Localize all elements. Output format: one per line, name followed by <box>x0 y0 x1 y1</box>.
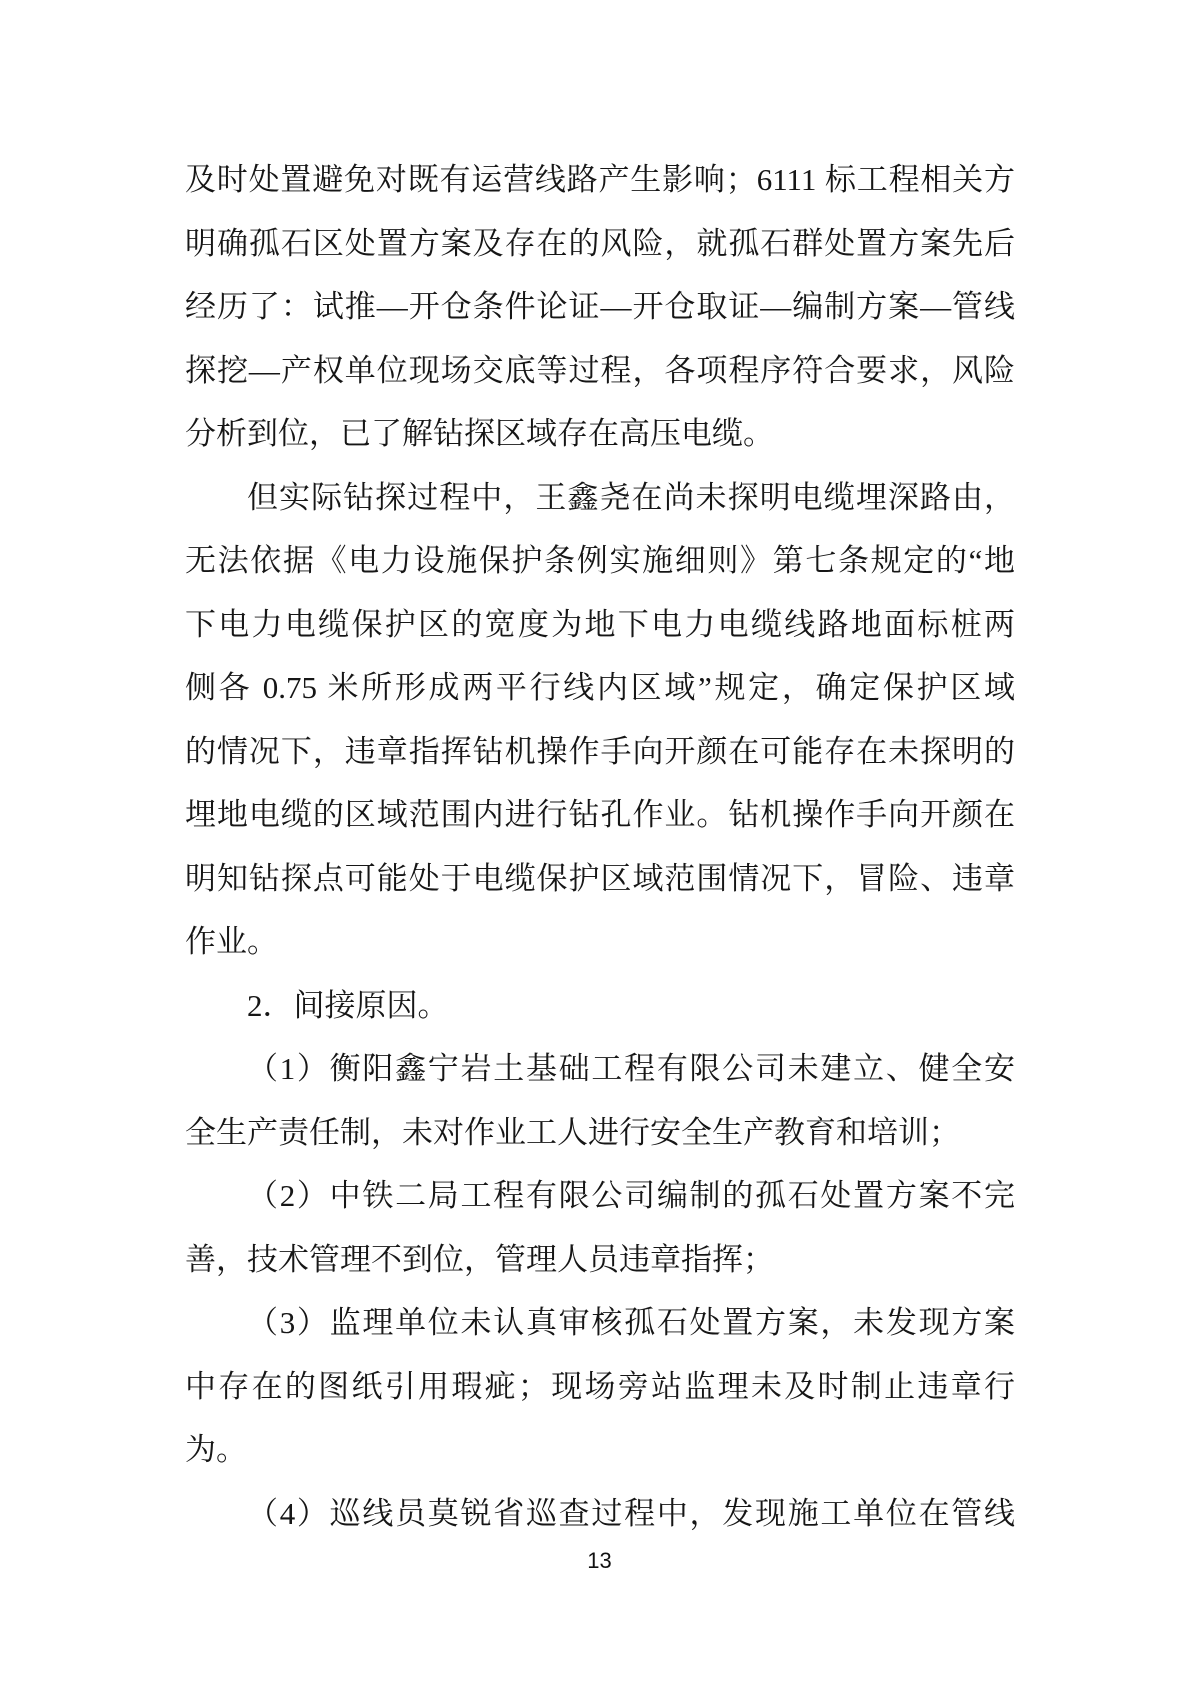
paragraph <box>185 1164 1015 1291</box>
text-line: （1）衡阳鑫宁岩土基础工程有限公司未建立、健全安 <box>247 1051 1015 1086</box>
text-line: （4）巡线员莫锐省巡查过程中，发现施工单位在管线 <box>247 1495 1015 1531</box>
text-line: 明知钻探点可能处于电缆保护区域范围情况下，冒险、违章 <box>185 860 1015 896</box>
text-line: 作业。 <box>185 924 278 959</box>
text-line: 埋地电缆的区域范围内进行钻孔作业。钻机操作手向开颜在 <box>185 797 1015 832</box>
paragraph <box>185 1037 1015 1164</box>
text-line: 探挖—产权单位现场交底等过程，各项程序符合要求，风险 <box>185 352 1015 388</box>
paragraph <box>185 974 1015 1038</box>
page-number: 13 <box>587 1548 612 1573</box>
text-line: 经历了：试推—开仓条件论证—开仓取证—编制方案—管线 <box>185 289 1015 324</box>
paragraph <box>185 466 1015 974</box>
paragraph <box>185 1291 1015 1482</box>
text-line: 下电力电缆保护区的宽度为地下电力电缆线路地面标桩两 <box>185 606 1015 642</box>
text-line: 的情况下，违章指挥钻机操作手向开颜在可能存在未探明的 <box>185 733 1015 769</box>
text-line: 但实际钻探过程中，王鑫尧在尚未探明电缆埋深路由， <box>247 479 1015 515</box>
text-line: 为。 <box>185 1432 247 1467</box>
text-line: 及时处置避免对既有运营线路产生影响；6111 标工程相关方 <box>185 162 1015 197</box>
text-line: 分析到位，已了解钻探区域存在高压电缆。 <box>185 416 774 451</box>
text-line: 全生产责任制，未对作业工人进行安全生产教育和培训； <box>185 1114 960 1150</box>
paragraph <box>185 1482 1015 1546</box>
text-line: 2．间接原因。 <box>247 987 449 1023</box>
text-line: 无法依据《电力设施保护条例实施细则》第七条规定的“地 <box>185 543 1015 578</box>
text-line: 善，技术管理不到位，管理人员违章指挥； <box>185 1241 774 1277</box>
page-footer <box>0 1547 1199 1575</box>
text-line: 中存在的图纸引用瑕疵；现场旁站监理未及时制止违章行 <box>185 1368 1015 1404</box>
text-line: （3）监理单位未认真审核孤石处置方案，未发现方案 <box>247 1305 1015 1340</box>
text-line: （2）中铁二局工程有限公司编制的孤石处置方案不完 <box>247 1178 1015 1213</box>
text-line: 明确孤石区处置方案及存在的风险，就孤石群处置方案先后 <box>185 225 1015 261</box>
document-body <box>185 148 1015 1545</box>
paragraph <box>185 148 1015 466</box>
text-line: 侧各 0.75 米所形成两平行线内区域”规定，确定保护区域 <box>185 670 1015 705</box>
